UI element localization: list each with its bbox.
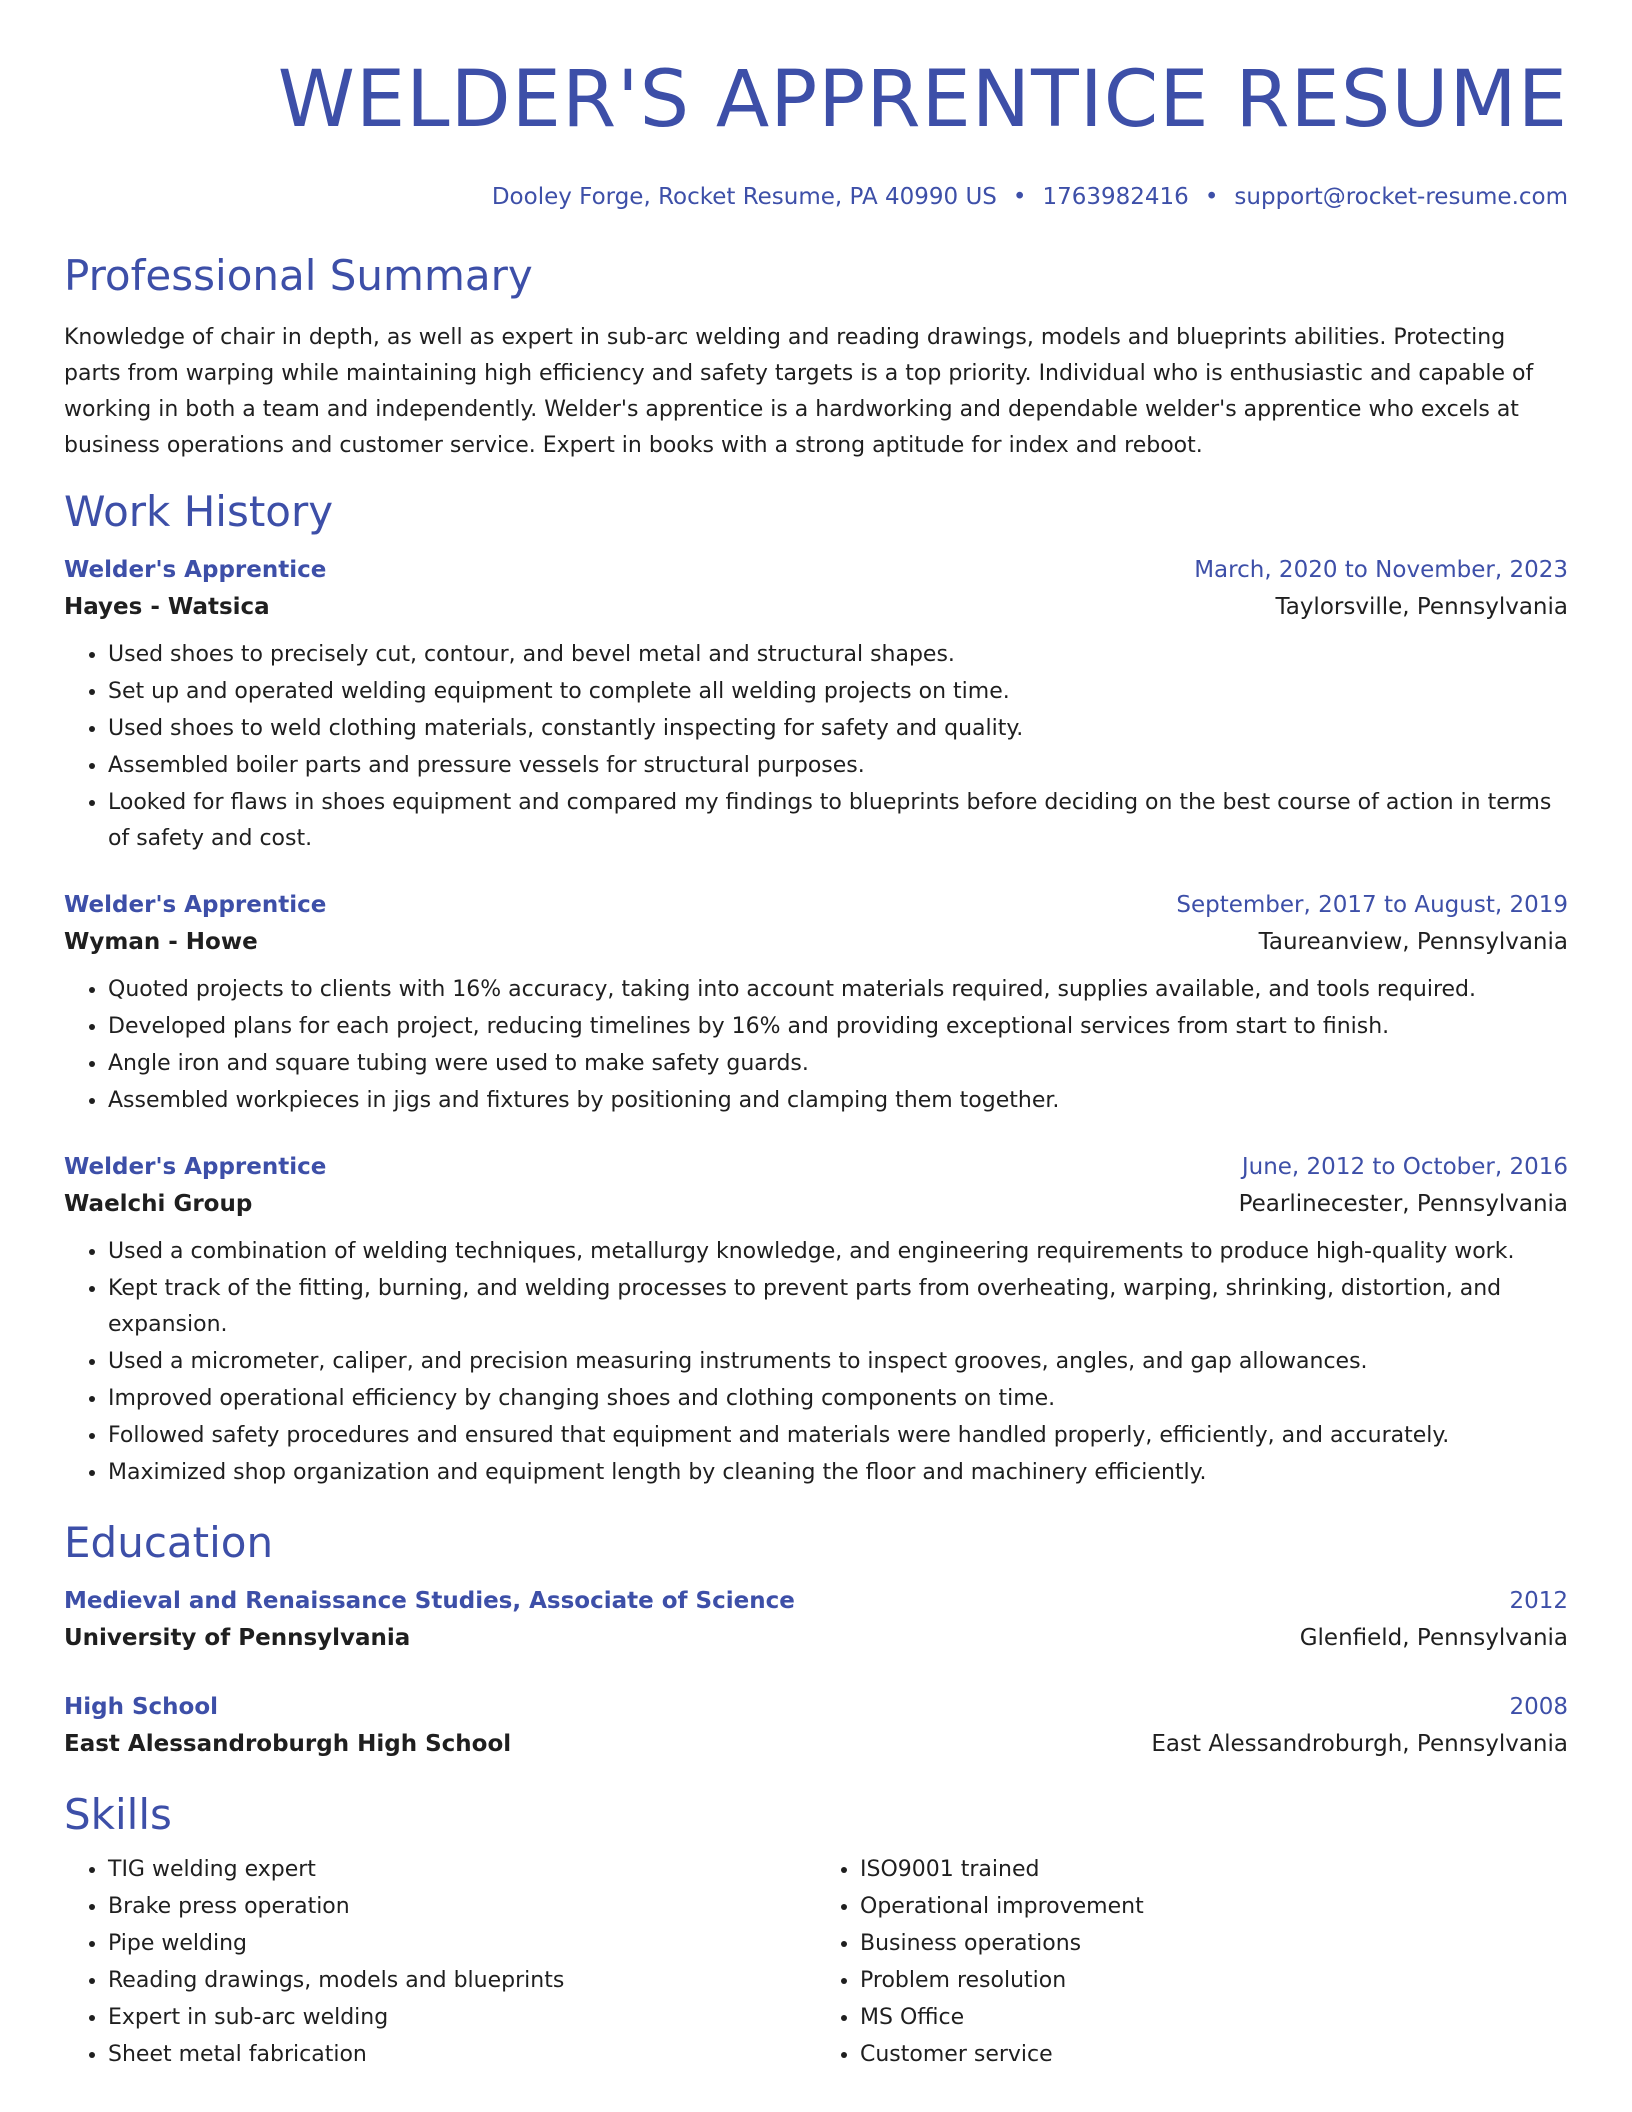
- summary-text: Knowledge of chair in depth, as well as expert in sub-arc welding and reading drawings, models and blueprints abilities. Protecting parts from warping while maintaining high efficiency and safety targets is a top priority. Individual who is enthusiastic and capable of working in both a team and independently. Welder's apprentice is a hardworking and dependable welder's apprentice who excels at business operations and customer service. Expert in books with a strong aptitude for index and reboot.: [64, 325, 1534, 458]
- education-school: East Alessandroburgh High School: [64, 1731, 512, 1757]
- job-bullet: • Used shoes to weld clothing materials, constantly inspecting for safety and quality.: [108, 710, 1568, 747]
- job-bullet: • Used a combination of welding techniques, metallurgy knowledge, and engineering requirements to produce high-quality work.: [108, 1233, 1568, 1270]
- education-location: Glenfield, Pennsylvania: [1299, 1625, 1568, 1651]
- job-bullet: • Assembled workpieces in jigs and fixtures by positioning and clamping them together.: [108, 1082, 1568, 1119]
- skill-item: • MS Office: [860, 1999, 1568, 2036]
- job-entry: [64, 552, 1568, 857]
- summary-heading: Professional Summary: [64, 251, 533, 300]
- job-bullet: • Assembled boiler parts and pressure vessels for structural purposes.: [108, 747, 1568, 784]
- job-dates: September, 2017 to August, 2019: [1176, 892, 1568, 918]
- skill-item: • Expert in sub-arc welding: [108, 1999, 816, 2036]
- contact-separator: •: [1012, 184, 1027, 210]
- job-company: Hayes - Watsica: [64, 594, 270, 620]
- work-history-section: [64, 484, 1568, 1491]
- job-dates: March, 2020 to November, 2023: [1194, 557, 1568, 583]
- job-bullet: • Set up and operated welding equipment to complete all welding projects on time.: [108, 673, 1568, 710]
- skill-item: • Problem resolution: [860, 1962, 1568, 1999]
- skill-item: • Operational improvement: [860, 1888, 1568, 1925]
- skills-columns: [64, 1851, 1568, 2073]
- skill-item: • Sheet metal fabrication: [108, 2036, 816, 2073]
- job-location: Taureanview, Pennsylvania: [1258, 929, 1568, 955]
- job-bullet: • Angle iron and square tubing were used to make safety guards.: [108, 1045, 1568, 1082]
- skills-section: [64, 1787, 1568, 2073]
- education-heading: Education: [64, 1518, 274, 1567]
- education-school: University of Pennsylvania: [64, 1625, 411, 1651]
- job-title: Welder's Apprentice: [64, 892, 327, 918]
- job-entry: [64, 887, 1568, 1119]
- job-title: Welder's Apprentice: [64, 557, 327, 583]
- contact-separator: •: [1204, 184, 1219, 210]
- job-bullet: • Developed plans for each project, reducing timelines by 16% and providing exceptional services from start to finish.: [108, 1008, 1568, 1045]
- job-bullets: [64, 636, 1568, 857]
- education-year: 2012: [1509, 1588, 1568, 1614]
- contact-line: [64, 182, 1568, 212]
- skills-heading: Skills: [64, 1790, 172, 1839]
- job-bullets: [64, 971, 1568, 1119]
- job-location: Taylorsville, Pennsylvania: [1275, 594, 1568, 620]
- job-bullet: • Improved operational efficiency by changing shoes and clothing components on time.: [108, 1380, 1568, 1417]
- skills-list-left: [64, 1851, 816, 2073]
- job-entry: [64, 1149, 1568, 1491]
- contact-email: support@rocket-resume.com: [1234, 184, 1568, 210]
- job-company: Wyman - Howe: [64, 929, 258, 955]
- education-degree: High School: [64, 1694, 219, 1720]
- skill-item: • Brake press operation: [108, 1888, 816, 1925]
- skill-item: • Business operations: [860, 1925, 1568, 1962]
- education-section: [64, 1515, 1568, 1763]
- education-year: 2008: [1509, 1694, 1568, 1720]
- education-degree: Medieval and Renaissance Studies, Associate of Science: [64, 1588, 795, 1614]
- job-bullet: • Followed safety procedures and ensured that equipment and materials were handled properly, efficiently, and accurately.: [108, 1417, 1568, 1454]
- job-bullet: • Looked for flaws in shoes equipment and compared my findings to blueprints before deciding on the best course of action in terms of safety and cost.: [108, 784, 1568, 857]
- resume-title: WELDER'S APPRENTICE RESUME: [277, 55, 1568, 145]
- job-bullet: • Used shoes to precisely cut, contour, and bevel metal and structural shapes.: [108, 636, 1568, 673]
- job-bullet: • Maximized shop organization and equipment length by cleaning the floor and machinery efficiently.: [108, 1454, 1568, 1491]
- skill-item: • Reading drawings, models and blueprints: [108, 1962, 816, 1999]
- job-title: Welder's Apprentice: [64, 1154, 327, 1180]
- job-bullet: • Used a micrometer, caliper, and precision measuring instruments to inspect grooves, angles, and gap allowances.: [108, 1343, 1568, 1380]
- job-bullet: • Quoted projects to clients with 16% accuracy, taking into account materials required, supplies available, and tools required.: [108, 971, 1568, 1008]
- education-entry: [64, 1689, 1568, 1763]
- job-bullets: [64, 1233, 1568, 1491]
- skill-item: • TIG welding expert: [108, 1851, 816, 1888]
- skill-item: • ISO9001 trained: [860, 1851, 1568, 1888]
- job-bullet: • Kept track of the fitting, burning, and welding processes to prevent parts from overheating, warping, shrinking, distortion, and expansion.: [108, 1270, 1568, 1343]
- work-history-heading: Work History: [64, 487, 334, 536]
- job-dates: June, 2012 to October, 2016: [1241, 1154, 1568, 1180]
- contact-address: Dooley Forge, Rocket Resume, PA 40990 US: [491, 184, 997, 210]
- skills-list-right: [816, 1851, 1568, 2073]
- job-location: Pearlinecester, Pennsylvania: [1238, 1191, 1568, 1217]
- skill-item: • Pipe welding: [108, 1925, 816, 1962]
- education-entry: [64, 1583, 1568, 1657]
- summary-section: [64, 248, 1568, 464]
- education-location: East Alessandroburgh, Pennsylvania: [1151, 1731, 1568, 1757]
- contact-phone: 1763982416: [1042, 184, 1189, 210]
- skill-item: • Customer service: [860, 2036, 1568, 2073]
- job-company: Waelchi Group: [64, 1191, 253, 1217]
